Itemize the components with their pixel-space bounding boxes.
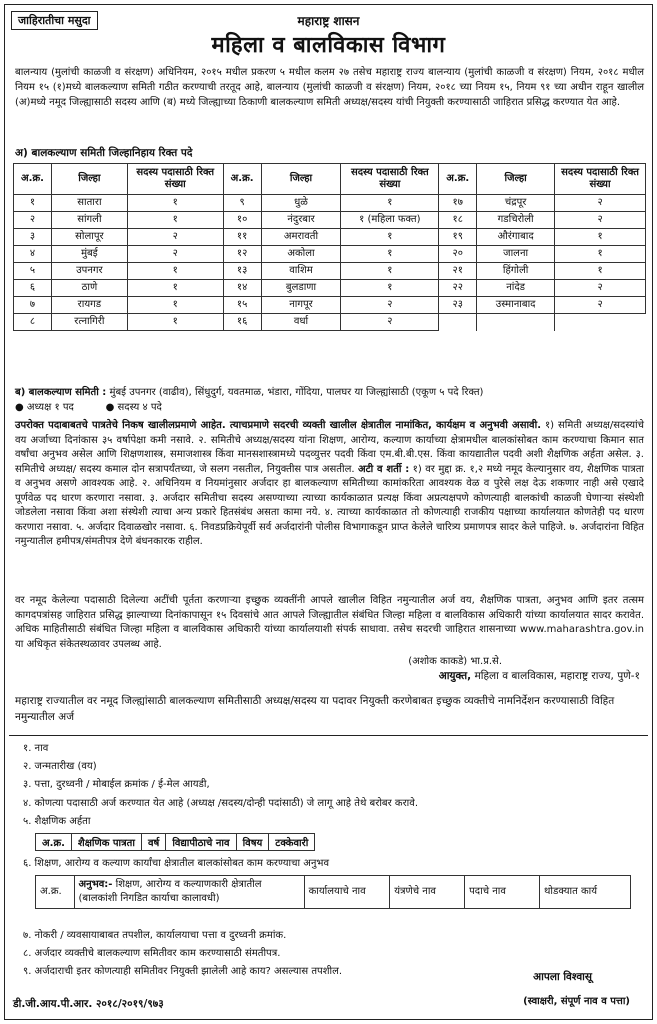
vacancy-count-cell: १ bbox=[127, 263, 223, 280]
edu-col-subject: विषय bbox=[236, 834, 269, 851]
eligibility-text: १) समिती अध्यक्ष/सदस्यांचे वय अर्जाच्या दिनांकास ३५ वर्षापेक्षा कमी नसावे. २. समितीचे अध्यक्ष/सदस्य यांना शिक्षण, आरोग्य, कल्याण कार्याच्या क्षेत्रामधील बालकांसोबत काम करण्याचा किमान सात वर्षांचा अनुभव असेल आणि शिक्षणशास्त्र, समाजशास्त्र किंवा मानसशास्त्रामध्ये पदव्युत्तर पदवी किंवा एम.बी.बी.एस. किंवा कायद्यातील पदवी अशी शैक्षणिक अर्हता असेल. ३. समितीचे अध्यक्ष/ सदस्य कमाल दोन सत्रापर्यंतच्या, जे सलग नसतील, नियुक्तीस पात्र असतील. bbox=[15, 420, 644, 475]
serial-cell: ८ bbox=[14, 314, 52, 331]
vacancy-table bbox=[13, 163, 646, 331]
vacancy-count-cell: २ bbox=[555, 297, 646, 314]
signatory-title-rest: महिला व बालविकास, महाराष्ट्र राज्य, पुणे-१ bbox=[471, 670, 640, 682]
district-cell: अमरावती bbox=[261, 229, 341, 246]
district-cell: नंदुरबार bbox=[261, 212, 341, 229]
vacancy-table-body bbox=[14, 195, 646, 331]
serial-cell: ९ bbox=[223, 195, 261, 212]
header-serial: अ.क्र. bbox=[439, 164, 477, 195]
serial-cell: १७ bbox=[439, 195, 477, 212]
header-district: जिल्हा bbox=[477, 164, 555, 195]
vacancy-count-cell: २ bbox=[341, 297, 439, 314]
vacancy-row bbox=[14, 280, 646, 297]
vacancy-row bbox=[14, 229, 646, 246]
exp-col-experience-text: शिक्षण, आरोग्य व कल्याणकारी क्षेत्रातील (बालकांशी निगडित कार्याचा कालावधी) bbox=[78, 879, 262, 904]
district-cell: बुलडाणा bbox=[261, 280, 341, 297]
district-cell: औरंगाबाद bbox=[477, 229, 555, 246]
district-cell: गडचिरोली bbox=[477, 212, 555, 229]
district-cell: जालना bbox=[477, 246, 555, 263]
district-cell: वर्धा bbox=[261, 314, 341, 331]
vacancy-count-cell: १ bbox=[127, 212, 223, 229]
vacancy-count-cell: १ bbox=[341, 229, 439, 246]
header-vacancy: सदस्य पदासाठी रिक्त संख्या bbox=[555, 164, 646, 195]
serial-cell: ७ bbox=[14, 297, 52, 314]
signatory-title bbox=[439, 669, 640, 683]
signatory-name: (अशोक काकडे) भा.प्र.से. bbox=[408, 656, 502, 667]
district-cell: धुळे bbox=[261, 195, 341, 212]
district-cell: नागपूर bbox=[261, 297, 341, 314]
section-b bbox=[15, 385, 644, 415]
government-name: महाराष्ट्र शासन bbox=[297, 14, 360, 28]
vacancy-count-cell: २ bbox=[555, 195, 646, 212]
vacancy-count-cell: २ bbox=[127, 229, 223, 246]
vacancy-count-cell: २ bbox=[555, 212, 646, 229]
section-a-heading: अ) बालकल्याण समिती जिल्हानिहाय रिक्त पदे bbox=[15, 147, 193, 159]
dgipr-code: डी.जी.आय.पी.आर. २०१८/२०१९/९७३ bbox=[13, 998, 164, 1010]
closing-salutation: आपला विश्वासू bbox=[533, 971, 592, 983]
vacancy-row bbox=[14, 195, 646, 212]
vacancy-count-cell: १ bbox=[341, 280, 439, 297]
district-cell: अकोला bbox=[261, 246, 341, 263]
vacancy-count-cell: १ bbox=[341, 263, 439, 280]
serial-cell: २३ bbox=[439, 297, 477, 314]
exp-col-serial: अ.क्र. bbox=[36, 876, 75, 909]
serial-cell: २२ bbox=[439, 280, 477, 297]
header-serial: अ.क्र. bbox=[14, 164, 52, 195]
serial-cell: १२ bbox=[223, 246, 261, 263]
district-cell bbox=[477, 314, 555, 331]
form-item-other-committee: ९. अर्जदाराची इतर कोणत्याही समितीवर नियुक्ती झालेली आहे काय? असल्यास तपशील. bbox=[23, 966, 343, 977]
serial-cell: ३ bbox=[14, 229, 52, 246]
edu-col-university: विद्यापीठाचे नाव bbox=[166, 834, 236, 851]
serial-cell: ५ bbox=[14, 263, 52, 280]
education-table bbox=[35, 833, 315, 851]
serial-cell: १५ bbox=[223, 297, 261, 314]
vacancy-row bbox=[14, 263, 646, 280]
vacancy-count-cell: १ bbox=[555, 229, 646, 246]
vacancy-count-cell: १ bbox=[127, 195, 223, 212]
serial-cell: १८ bbox=[439, 212, 477, 229]
exp-col-designation: पदाचे नाव bbox=[465, 876, 540, 909]
section-divider bbox=[9, 735, 648, 736]
district-cell: वाशिम bbox=[261, 263, 341, 280]
signatory-title-bold: आयुक्त, bbox=[438, 670, 472, 682]
conditions-label: अटी व शर्ती : bbox=[358, 463, 410, 475]
district-cell: चंद्रपूर bbox=[477, 195, 555, 212]
vacancy-row bbox=[14, 212, 646, 229]
form-item-dob: २. जन्मतारीख (वय) bbox=[23, 761, 97, 772]
header-serial: अ.क्र. bbox=[223, 164, 261, 195]
vacancy-count-cell: १ bbox=[127, 314, 223, 331]
closing-signature-note: (स्वाक्षरी, संपूर्ण नाव व पत्ता) bbox=[523, 996, 630, 1007]
department-title: महिला व बालविकास विभाग bbox=[211, 33, 446, 58]
district-cell: रायगड bbox=[51, 297, 127, 314]
serial-cell: २० bbox=[439, 246, 477, 263]
section-b-posts: ● अध्यक्ष १ पद ● सदस्य ४ पदे bbox=[15, 402, 162, 413]
section-b-label: ब) बालकल्याण समिती : bbox=[15, 387, 107, 398]
vacancy-count-cell: १ bbox=[341, 195, 439, 212]
form-item-consent: ८. अर्जदार व्यक्तीचे बालकल्याण समितीवर काम करण्यासाठी संमतीपत्र. bbox=[23, 948, 281, 959]
serial-cell: १३ bbox=[223, 263, 261, 280]
vacancy-count-cell: २ bbox=[127, 246, 223, 263]
form-item-address: ३. पत्ता, दुरध्वनी / मोबाईल क्रमांक / ई-मेल आयडी, bbox=[23, 779, 210, 790]
vacancy-row bbox=[14, 246, 646, 263]
form-item-experience: ६. शिक्षण, आरोग्य व कल्याण कार्यांचा क्षेत्रातील बालकांसोबत काम करण्याचा अनुभव bbox=[23, 858, 330, 869]
vacancy-count-cell bbox=[555, 314, 646, 331]
vacancy-count-cell: १ bbox=[127, 297, 223, 314]
vacancy-count-cell: १ bbox=[555, 246, 646, 263]
form-item-name: १. नाव bbox=[23, 743, 49, 754]
education-header-row bbox=[36, 834, 315, 851]
form-item-job: ७. नोकरी / व्यवसायाबाबत तपशील, कार्यालयाचा पत्ता व दुरध्वनी क्रमांक. bbox=[23, 930, 287, 941]
conditions-text: १) वर मुद्दा क्र. १,२ मध्ये नमूद केल्यानुसार वय, शैक्षणिक पात्रता व अनुभव असणे आवश्यक आहे. २. अधिनियम व नियमांनुसार अर्जदार हा बालकल्याण समितीच्या कामांकरिता आवश्यक वेळ व पुरेसे लक्ष देऊ शकणार नाही असे एखादे पूर्णवेळ पद धारण करणारा नसावा. ३. अर्जदार समितीचा सदस्य असण्याच्या त्याच्या कार्यकाळात प्रत्यक्ष किंवा अप्रत्यक्षपणे कोणत्याही बालकांची काळजी घेणाऱ्या संस्थेशी जोडलेला नसावा किंवा अशा संस्थेशी त्याचा अन्य प्रकारे हितसंबंध असता कामा नये. ४. त्याच्या कार्यकाळात तो कोणत्याही राजकीय पक्षाच्या कार्यालयात कोणतेही पद धारण करणारा नसावा. ५. अर्जदार दिवाळखोर नसावा. ६. निवडप्रक्रियेपूर्वी सर्व अर्जदारांनी पोलीस विभागाकडून प्राप्त केलेले चारित्र्य प्रमाणपत्र सादर केले पाहिजे. ७. अर्जदारांना विहित नमुन्यातील हमीपत्र/संमतीपत्र देणे बंधनकारक राहील. bbox=[15, 463, 644, 547]
exp-col-office: कार्यालयाचे नाव bbox=[304, 876, 390, 909]
serial-cell: १४ bbox=[223, 280, 261, 297]
form-item-post: ४. कोणत्या पदासाठी अर्ज करण्यात येत आहे (अध्यक्ष /सदस्य/दोन्ही पदांसाठी) जे लागू आहे तेथे बरोबर करावे. bbox=[23, 798, 418, 809]
vacancy-count-cell: १ bbox=[341, 246, 439, 263]
serial-cell: ४ bbox=[14, 246, 52, 263]
district-cell: मुंबई bbox=[51, 246, 127, 263]
header-district: जिल्हा bbox=[261, 164, 341, 195]
vacancy-count-cell: १ bbox=[127, 280, 223, 297]
district-cell: उपनगर bbox=[51, 263, 127, 280]
edu-col-qualification: शैक्षणिक पात्रता bbox=[71, 834, 141, 851]
advertisement-page bbox=[4, 4, 653, 1020]
vacancy-header-row bbox=[14, 164, 646, 195]
form-item-education: ५. शैक्षणिक अर्हता bbox=[23, 816, 91, 827]
serial-cell: १ bbox=[14, 195, 52, 212]
vacancy-row bbox=[14, 314, 646, 331]
exp-col-agency: यंत्रणेचे नाव bbox=[390, 876, 465, 909]
exp-col-experience-label: अनुभव:- bbox=[78, 879, 113, 890]
header-vacancy: सदस्य पदासाठी रिक्त संख्या bbox=[127, 164, 223, 195]
application-instructions: वर नमूद केलेल्या पदासाठी दिलेल्या अटींची पूर्तता करणाऱ्या इच्छुक व्यक्तींनी आपले खालील विहित नमुन्यातील अर्ज वय, शैक्षणिक पात्रता, अनुभव आणि इतर तत्सम कागदपत्रांसह जाहिरात प्रसिद्ध झाल्याच्या दिनांकापासून १५ दिवसांचे आत आपले जिल्ह्यातील संबंधित जिल्हा महिला व बालविकास अधिकारी यांच्या कार्यालयात सादर करावेत. अधिक माहितीसाठी संबंधित जिल्हा महिला व बालविकास अधिकारी यांच्या कार्यालयाशी संपर्क साधावा. तसेच सदरची जाहिरात शासनाच्या www.maharashtra.gov.in या अधिकृत संकेतस्थळावर उपलब्ध आहे. bbox=[15, 595, 644, 650]
vacancy-count-cell: २ bbox=[341, 314, 439, 331]
experience-table bbox=[35, 875, 631, 909]
exp-col-work: थोडक्यात कार्य bbox=[540, 876, 631, 909]
district-cell: हिंगोली bbox=[477, 263, 555, 280]
district-cell: ठाणे bbox=[51, 280, 127, 297]
form-title: महाराष्ट्र राज्यातील वर नमूद जिल्ह्यांसाठी बालकल्याण समितीसाठी अध्यक्ष/सदस्य या पदावर नियुक्ती करणेबाबत इच्छुक व्यक्तीचे नामनिर्देशन करण्यासाठी विहित नमुन्यातील अर्ज bbox=[15, 695, 615, 723]
serial-cell: १९ bbox=[439, 229, 477, 246]
serial-cell: १० bbox=[223, 212, 261, 229]
header-district: जिल्हा bbox=[51, 164, 127, 195]
vacancy-row bbox=[14, 297, 646, 314]
edu-col-year: वर्ष bbox=[141, 834, 165, 851]
district-cell: सातारा bbox=[51, 195, 127, 212]
district-cell: सोलापूर bbox=[51, 229, 127, 246]
serial-cell: २ bbox=[14, 212, 52, 229]
district-cell: नांदेड bbox=[477, 280, 555, 297]
district-cell: सांगली bbox=[51, 212, 127, 229]
serial-cell: २१ bbox=[439, 263, 477, 280]
vacancy-count-cell: १ bbox=[555, 263, 646, 280]
vacancy-count-cell: १ (महिला फक्त) bbox=[341, 212, 439, 229]
edu-col-percentage: टक्केवारी bbox=[269, 834, 315, 851]
experience-header-row bbox=[36, 876, 631, 909]
eligibility-section bbox=[15, 419, 644, 550]
edu-col-serial: अ.क्र. bbox=[36, 834, 72, 851]
intro-paragraph: बालन्याय (मुलांची काळजी व संरक्षण) अधिनियम, २०१५ मधील प्रकरण ५ मधील कलम २७ तसेच महाराष्ट्र राज्य बालन्याय (मुलांची काळजी व संरक्षण) नियम, २०१८ मधील नियम १५ (१)मध्ये बालकल्याण समिती गठीत करण्याची तरतूद आहे, बालन्याय (मुलांची काळजी व संरक्षण) नियम, २०१८ च्या नियम १५, नियम ९१ च्या अधीन राहून खालील (अ)मध्ये नमूद जिल्ह्यासाठी सदस्य आणि (ब) मध्ये जिल्ह्याच्या ठिकाणी बालकल्याण समिती अध्यक्ष/सदस्य यांची नियुक्ती करण्यासाठी जाहिरात प्रसिद्ध करण्यात येत आहे. bbox=[15, 67, 644, 108]
header-vacancy: सदस्य पदासाठी रिक्त संख्या bbox=[341, 164, 439, 195]
serial-cell: ११ bbox=[223, 229, 261, 246]
district-cell: उस्मानाबाद bbox=[477, 297, 555, 314]
section-b-text: मुंबई उपनगर (वाढीव), सिंधुदुर्ग, यवतमाळ, भंडारा, गोंदिया, पालघर या जिल्ह्यांसाठी (एकूण ५ पदे रिक्त) bbox=[106, 387, 484, 398]
vacancy-count-cell: २ bbox=[555, 280, 646, 297]
serial-cell: १६ bbox=[223, 314, 261, 331]
serial-cell bbox=[439, 314, 477, 331]
serial-cell: ६ bbox=[14, 280, 52, 297]
draft-tag: जाहिरातीचा मसुदा bbox=[11, 11, 98, 30]
district-cell: रत्नागिरी bbox=[51, 314, 127, 331]
exp-col-experience bbox=[74, 876, 304, 909]
eligibility-heading: उपरोक्त पदाबाबतचे पात्रतेचे निकष खालीलप्रमाणे आहेत. त्याचप्रमाणे सदरची व्यक्ती खालील क्षेत्रातील नामांकित, कार्यक्षम व अनुभवी असावी. bbox=[15, 420, 541, 431]
